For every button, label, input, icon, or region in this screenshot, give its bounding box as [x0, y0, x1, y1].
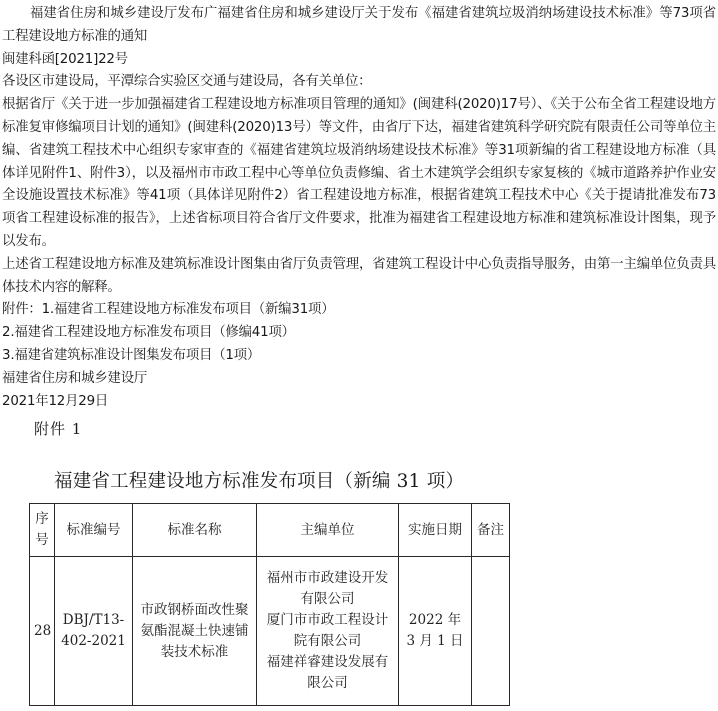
cell-note [472, 557, 510, 706]
issue-date: 2021年12月29日 [2, 393, 109, 409]
attachment-item-1: 附件：1.福建省工程建设地方标准发布项目（新编31项） [2, 302, 335, 318]
table-header-row [30, 504, 510, 557]
org-line: 福州市市政建设开发有限公司 [266, 570, 389, 607]
notice-body [2, 3, 716, 413]
cell-org [257, 557, 399, 706]
attachment-item-3: 3.福建省建筑标准设计图集发布项目（1项） [2, 347, 261, 363]
org-line: 厦门市市政工程设计院有限公司 [266, 612, 389, 649]
org-line: 福建祥睿建设发展有限公司 [266, 654, 389, 691]
header-code: 标准编号 [55, 504, 133, 557]
attachment-item-2: 2.福建省工程建设地方标准发布项目（修编41项） [2, 325, 295, 341]
cell-name: 市政钢桥面改性聚氨酯混凝土快速铺装技术标准 [133, 557, 257, 706]
standards-table [29, 503, 510, 706]
issuer: 福建省住房和城乡建设厅 [2, 370, 148, 386]
header-date: 实施日期 [399, 504, 472, 557]
paragraph-1: 根据省厅《关于进一步加强福建省工程建设地方标准项目管理的通知》(闽建科(2020)17号）、《关于公布全省工程建设地方标准复审修编项目计划的通知》(闽建科(2020)13号）等文件，由省厅下达，福建省建筑科学研究院有限责任公司等单位主编、省建筑工程技术中心组织专家审查的《福建省建筑垃圾消纳场建设技术标准》等31项新编的省工程建设地方标准（具体详见附件1、附件3），以及福州市市政工程中心等单位负责修编、省土木建筑学会组织专家复核的《城市道路养护作业安全设施设置技术标准》等41项（具体详见附件2）省工程建设地方标准，根据省建筑工程技术中心《关于提请批准发布73项省工程建设标准的报告》，上述省标项目符合省厅文件要求，批准为福建省工程建设地方标准和建筑标准设计图集，现予以发布。 [2, 97, 716, 249]
paragraph-2: 上述省工程建设地方标准及建筑标准设计图集由省厅负责管理，省建筑工程设计中心负责指导服务，由第一主编单位负责具体技术内容的解释。 [2, 256, 716, 295]
attachment-label: 附件 1 [34, 420, 83, 438]
cell-code: DBJ/T13-402-2021 [55, 557, 133, 706]
header-name: 标准名称 [133, 504, 257, 557]
addressee: 各设区市建设局，平潭综合实验区交通与建设局，各有关单位： [2, 74, 372, 90]
cell-no: 28 [30, 557, 55, 706]
header-note: 备注 [472, 504, 510, 557]
header-org: 主编单位 [257, 504, 399, 557]
table-row [30, 557, 510, 706]
table-title: 福建省工程建设地方标准发布项目（新编 31 项） [54, 471, 465, 492]
doc-number: 闽建科函[2021]22号 [2, 51, 128, 67]
header-no: 序号 [30, 504, 55, 557]
notice-title: 福建省住房和城乡建设厅发布广福建省住房和城乡建设厅关于发布《福建省建筑垃圾消纳场建设技术标准》等73项省工程建设地方标准的通知 [2, 6, 716, 44]
cell-date: 2022 年 3 月 1 日 [399, 557, 472, 706]
